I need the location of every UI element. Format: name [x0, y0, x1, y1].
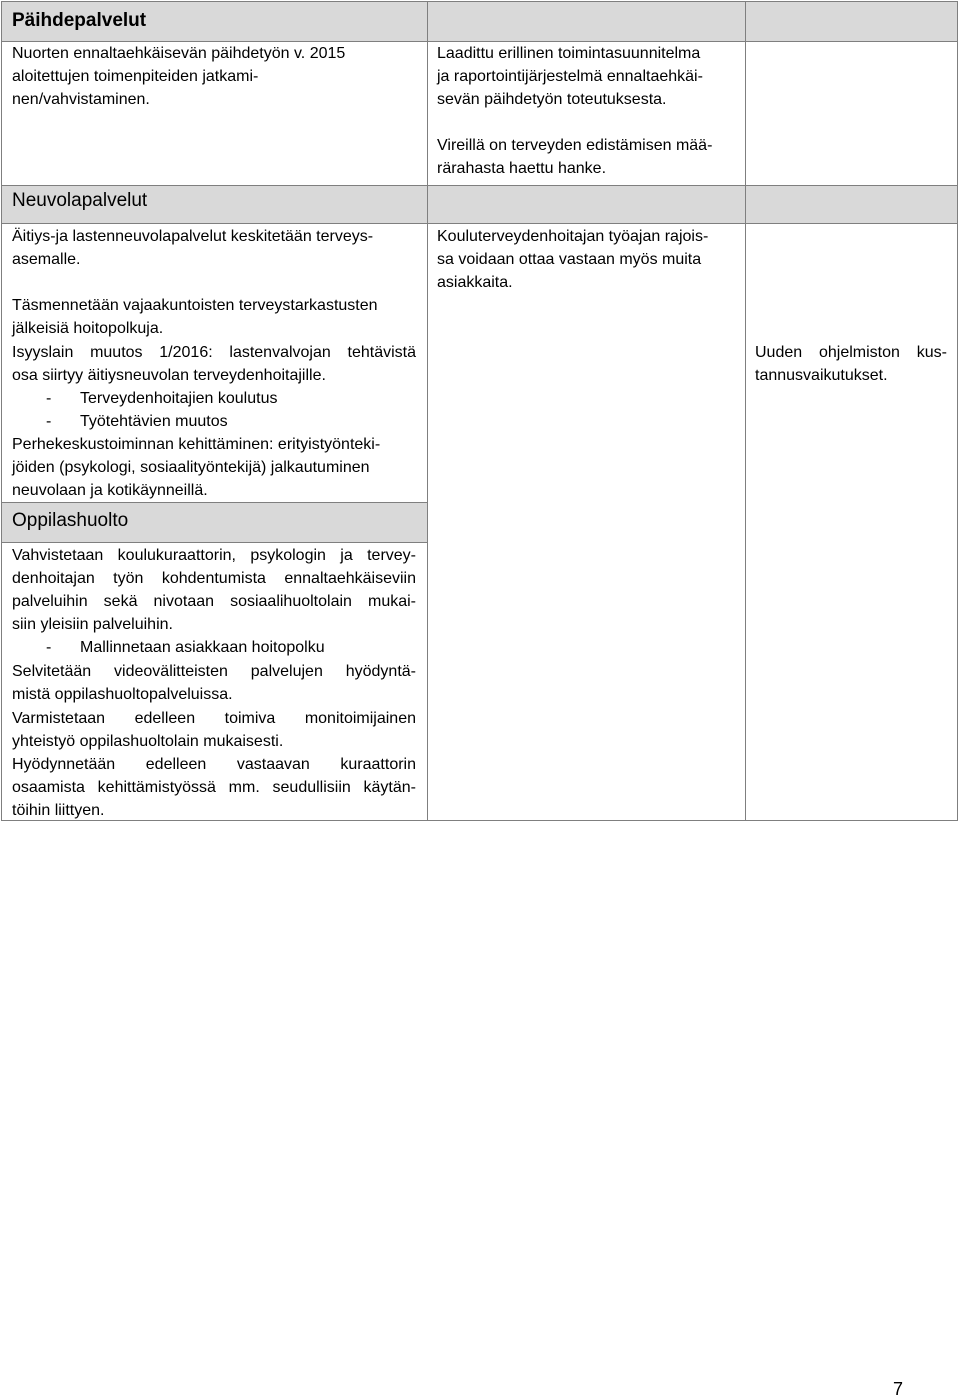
text-line: Varmistetaan edelleen toimiva monitoimijainen	[12, 710, 416, 727]
text-line: sevän päihdetyön toteutuksesta.	[437, 91, 667, 108]
text-line: osaamista kehittämistyössä mm. seudullisiin käytän-	[12, 779, 416, 796]
bullet-dash: -	[46, 413, 52, 430]
text-line: asiakkaita.	[437, 274, 513, 291]
text-line: Selvitetään videovälitteisten palvelujen hyödyntä-	[12, 663, 416, 680]
text-line: aloitettujen toimenpiteiden jatkami-	[12, 68, 259, 85]
bullet-dash: -	[46, 639, 52, 656]
text-line: asemalle.	[12, 251, 81, 268]
header-band-neuvola-side	[427, 185, 957, 223]
text-line: ja raportointijärjestelmä ennaltaehkäi-	[437, 68, 703, 85]
text-line: Isyyslain muutos 1/2016: lastenvalvojan tehtävistä	[12, 344, 416, 361]
page-number: 7	[893, 1379, 904, 1399]
text-line: Hyödynnetään edelleen vastaavan kuraattorin	[12, 756, 416, 773]
text-line: nen/vahvistaminen.	[12, 91, 150, 108]
section-heading-oppilashuolto: Oppilashuolto	[12, 510, 129, 531]
text-line: töihin liittyen.	[12, 802, 105, 819]
text-line: osa siirtyy äitiysneuvolan terveydenhoitajille.	[12, 367, 326, 384]
text-line: denhoitajan työn kohdentumista ennaltaehkäiseviin	[12, 570, 416, 587]
text-line: jälkeisiä hoitopolkuja.	[12, 320, 164, 337]
bullet-item	[46, 410, 228, 433]
text-line: rärahasta haettu hanke.	[437, 160, 607, 177]
bullet-item	[46, 387, 277, 410]
section-heading-neuvolapalvelut: Neuvolapalvelut	[12, 190, 148, 211]
text-line: sa voidaan ottaa vastaan myös muita	[437, 251, 702, 268]
text-line: jöiden (psykologi, sosiaalityöntekijä) jalkautuminen	[12, 459, 370, 476]
text-line: palveluihin sekä nivotaan sosiaalihuoltolain mukai-	[12, 593, 416, 610]
bullet-item	[46, 636, 325, 659]
text-line: yhteistyö oppilashuoltolain mukaisesti.	[12, 733, 284, 750]
bullet-text: Terveydenhoitajien koulutus	[80, 390, 278, 407]
text-line: Nuorten ennaltaehkäisevän päihdetyön v. 2015	[12, 45, 346, 62]
text-line: Vahvistetaan koulukuraattorin, psykologin ja tervey-	[12, 547, 416, 564]
text-line: Täsmennetään vajaakuntoisten terveystarkastusten	[12, 297, 378, 314]
text-line: neuvolaan ja kotikäynneillä.	[12, 482, 208, 499]
text-line: Kouluterveydenhoitajan työajan rajois-	[437, 228, 709, 245]
section-heading-paihdepalvelut: Päihdepalvelut	[12, 10, 147, 31]
text-line: Perhekeskustoiminnan kehittäminen: erityistyönteki-	[12, 436, 381, 453]
bullet-dash: -	[46, 390, 52, 407]
text-line: Uuden ohjelmiston kus-	[755, 344, 947, 361]
bullet-text: Mallinnetaan asiakkaan hoitopolku	[80, 639, 325, 656]
text-line: tannusvaikutukset.	[755, 367, 888, 384]
text-line: Vireillä on terveyden edistämisen mää-	[437, 137, 713, 154]
text-line: siin yleisiin palveluihin.	[12, 616, 173, 633]
bullet-text: Työtehtävien muutos	[80, 413, 228, 430]
text-line: Äitiys-ja lastenneuvolapalvelut keskitetään terveys-	[12, 228, 374, 245]
text-line: mistä oppilashuoltopalveluissa.	[12, 686, 233, 703]
text-line: Laadittu erillinen toimintasuunnitelma	[437, 45, 701, 62]
